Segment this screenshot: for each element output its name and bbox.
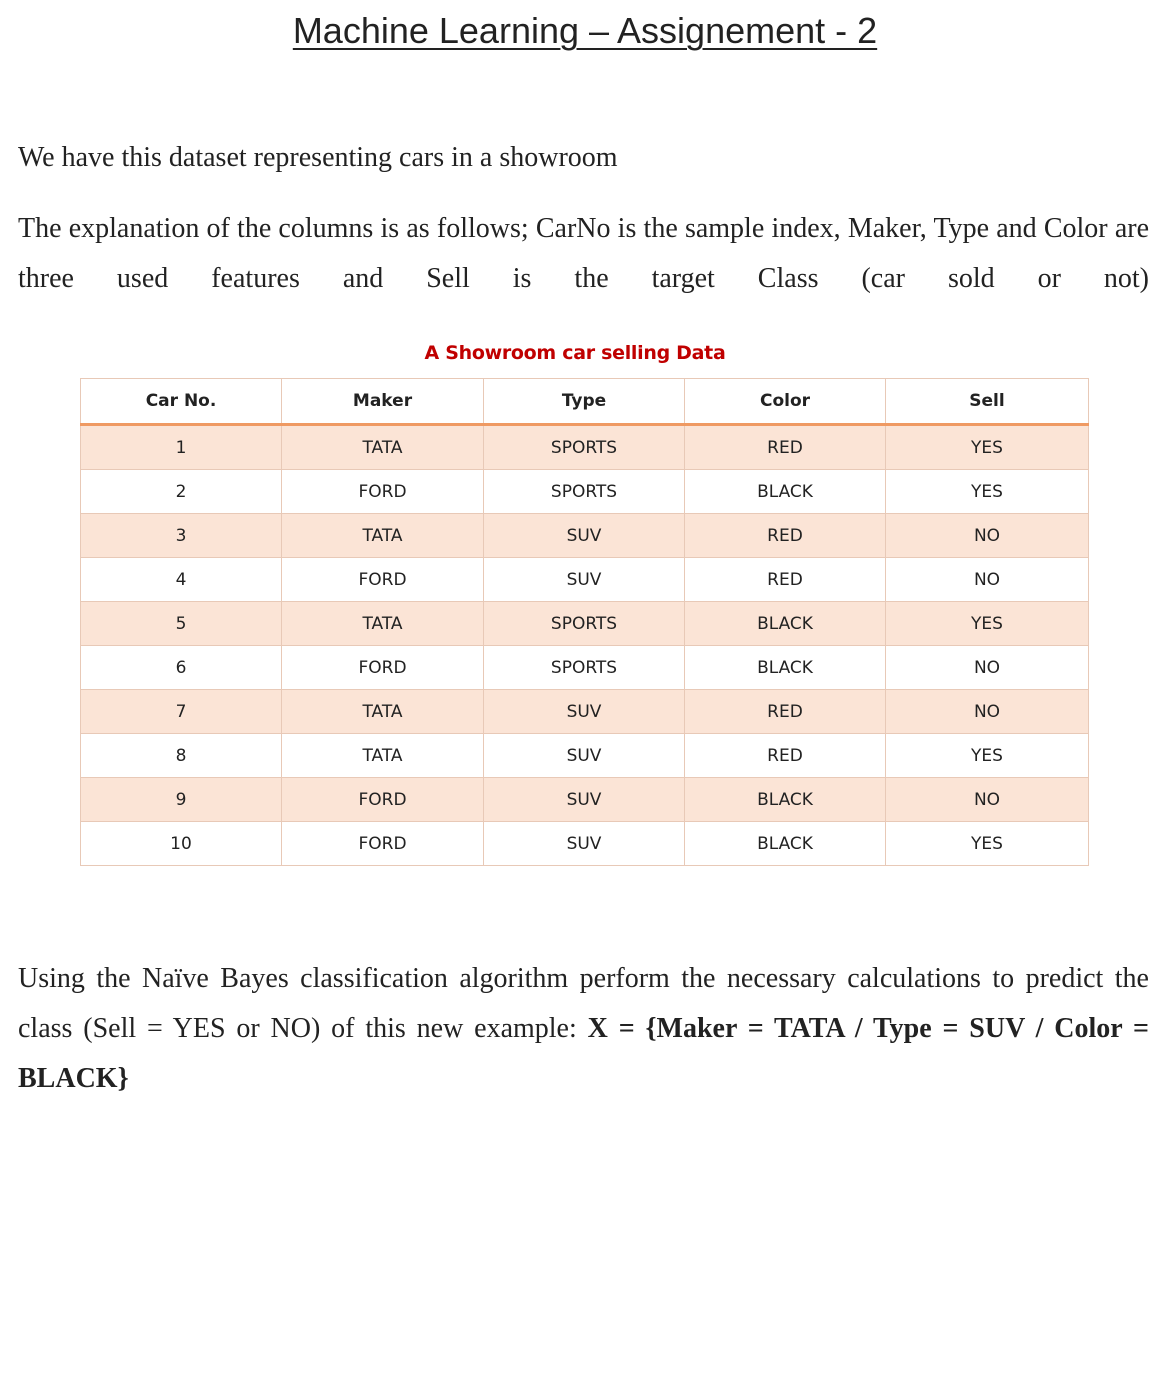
cell-maker: TATA [282, 690, 484, 734]
cell-sell: NO [886, 646, 1089, 690]
cell-sell: NO [886, 558, 1089, 602]
table-row [81, 425, 1089, 470]
question-text: Using the Naïve Bayes classification algorithm perform the necessary calculations to predict the class (Sell = YES or NO) of this new example: [18, 963, 1149, 1044]
page-title [0, 8, 1170, 54]
cell-maker: TATA [282, 425, 484, 470]
intro-paragraph: We have this dataset representing cars in a showroom [18, 142, 618, 173]
cell-color: BLACK [685, 602, 886, 646]
cell-type: SUV [484, 514, 685, 558]
table-row [81, 514, 1089, 558]
header-sell: Sell [886, 379, 1089, 425]
cell-maker: FORD [282, 558, 484, 602]
cell-car-no: 4 [81, 558, 282, 602]
cell-sell: NO [886, 690, 1089, 734]
table-row [81, 646, 1089, 690]
cell-color: BLACK [685, 646, 886, 690]
cell-type: SUV [484, 690, 685, 734]
cell-maker: TATA [282, 734, 484, 778]
page-title-text: Machine Learning – Assignement - 2 [292, 10, 878, 51]
table-caption: A Showroom car selling Data [424, 342, 726, 364]
cell-sell: YES [886, 822, 1089, 866]
cell-color: RED [685, 734, 886, 778]
cell-maker: FORD [282, 470, 484, 514]
cell-type: SUV [484, 558, 685, 602]
cell-car-no: 2 [81, 470, 282, 514]
cell-maker: FORD [282, 646, 484, 690]
table-row [81, 470, 1089, 514]
table-row [81, 602, 1089, 646]
cell-color: BLACK [685, 470, 886, 514]
cell-sell: YES [886, 425, 1089, 470]
cell-car-no: 8 [81, 734, 282, 778]
question-paragraph [18, 954, 1149, 1104]
cell-maker: TATA [282, 602, 484, 646]
header-type: Type [484, 379, 685, 425]
cell-car-no: 10 [81, 822, 282, 866]
table-row [81, 734, 1089, 778]
cell-color: RED [685, 558, 886, 602]
cell-car-no: 6 [81, 646, 282, 690]
cell-type: SPORTS [484, 425, 685, 470]
header-color: Color [685, 379, 886, 425]
new-example-expression: X = {Maker = TATA / Type = SUV / Color = BLACK} [18, 1013, 1149, 1094]
explanation-paragraph: The explanation of the columns is as follows; CarNo is the sample index, Maker, Type and Color are three used features and Sell is the target Class (car sold or not) [18, 213, 1149, 294]
cell-car-no: 3 [81, 514, 282, 558]
cell-maker: TATA [282, 514, 484, 558]
cell-color: RED [685, 690, 886, 734]
header-car-no: Car No. [81, 379, 282, 425]
cell-color: RED [685, 514, 886, 558]
cell-car-no: 5 [81, 602, 282, 646]
cell-sell: YES [886, 734, 1089, 778]
cell-maker: FORD [282, 822, 484, 866]
cell-car-no: 7 [81, 690, 282, 734]
cell-sell: YES [886, 470, 1089, 514]
cell-sell: YES [886, 602, 1089, 646]
cell-maker: FORD [282, 778, 484, 822]
cell-color: BLACK [685, 778, 886, 822]
header-maker: Maker [282, 379, 484, 425]
cell-car-no: 1 [81, 425, 282, 470]
table-row [81, 558, 1089, 602]
cell-type: SUV [484, 778, 685, 822]
cell-sell: NO [886, 778, 1089, 822]
cell-type: SPORTS [484, 470, 685, 514]
table-row [81, 822, 1089, 866]
table-header-row [81, 379, 1089, 425]
cell-type: SUV [484, 822, 685, 866]
cell-sell: NO [886, 514, 1089, 558]
table-row [81, 778, 1089, 822]
cell-type: SUV [484, 734, 685, 778]
cell-type: SPORTS [484, 646, 685, 690]
car-data-table [80, 378, 1089, 866]
cell-color: BLACK [685, 822, 886, 866]
cell-car-no: 9 [81, 778, 282, 822]
cell-color: RED [685, 425, 886, 470]
cell-type: SPORTS [484, 602, 685, 646]
table-row [81, 690, 1089, 734]
